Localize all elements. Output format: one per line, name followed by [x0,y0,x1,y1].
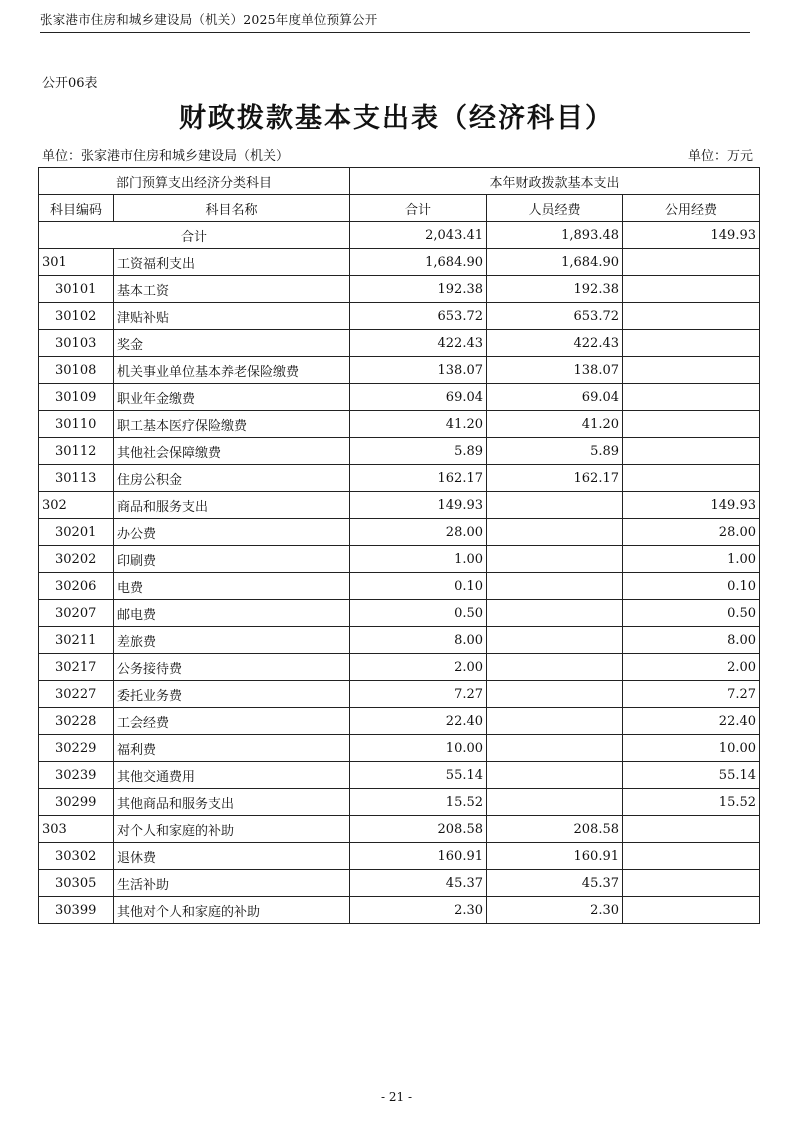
row-personnel [487,519,623,546]
row-personnel [487,627,623,654]
row-total: 653.72 [350,303,487,330]
row-code: 30112 [39,438,114,465]
row-public: 2.00 [623,654,760,681]
row-public: 0.50 [623,600,760,627]
table-row [39,276,760,303]
row-personnel: 138.07 [487,357,623,384]
row-name: 福利费 [114,735,350,762]
table-row [39,465,760,492]
row-name: 电费 [114,573,350,600]
row-personnel: 45.37 [487,870,623,897]
row-total: 45.37 [350,870,487,897]
row-name: 办公费 [114,519,350,546]
row-public: 0.10 [623,573,760,600]
row-total: 160.91 [350,843,487,870]
table-row [39,303,760,330]
total-row [39,222,760,249]
row-name: 退休费 [114,843,350,870]
total-label: 合计 [39,222,350,249]
row-code: 30302 [39,843,114,870]
table-row [39,519,760,546]
row-public: 149.93 [623,492,760,519]
row-code: 30109 [39,384,114,411]
table-row [39,411,760,438]
row-code: 301 [39,249,114,276]
row-name: 职工基本医疗保险缴费 [114,411,350,438]
header-column-row [39,195,760,222]
row-name: 其他交通费用 [114,762,350,789]
row-personnel [487,654,623,681]
table-row [39,870,760,897]
table-row [39,438,760,465]
row-name: 差旅费 [114,627,350,654]
row-personnel: 1,684.90 [487,249,623,276]
table-row [39,492,760,519]
page-title: 财政拨款基本支出表（经济科目） [179,103,614,134]
row-code: 302 [39,492,114,519]
row-personnel: 160.91 [487,843,623,870]
row-total: 22.40 [350,708,487,735]
row-public: 28.00 [623,519,760,546]
row-code: 30211 [39,627,114,654]
row-personnel: 2.30 [487,897,623,924]
budget-table [38,167,760,924]
row-total: 1,684.90 [350,249,487,276]
row-name: 生活补助 [114,870,350,897]
table-row [39,816,760,843]
row-total: 8.00 [350,627,487,654]
row-total: 5.89 [350,438,487,465]
row-total: 28.00 [350,519,487,546]
row-name: 其他社会保障缴费 [114,438,350,465]
row-public [623,465,760,492]
table-row [39,897,760,924]
row-name: 对个人和家庭的补助 [114,816,350,843]
row-personnel [487,600,623,627]
table-row [39,330,760,357]
row-total: 10.00 [350,735,487,762]
row-code: 30239 [39,762,114,789]
table-row [39,735,760,762]
row-code: 30108 [39,357,114,384]
total-amount: 2,043.41 [350,222,487,249]
row-personnel: 653.72 [487,303,623,330]
row-personnel: 41.20 [487,411,623,438]
row-total: 149.93 [350,492,487,519]
row-personnel: 5.89 [487,438,623,465]
row-name: 奖金 [114,330,350,357]
row-personnel [487,546,623,573]
row-total: 7.27 [350,681,487,708]
row-total: 55.14 [350,762,487,789]
table-row [39,681,760,708]
row-code: 30305 [39,870,114,897]
row-public [623,897,760,924]
row-personnel: 192.38 [487,276,623,303]
row-name: 机关事业单位基本养老保险缴费 [114,357,350,384]
row-code: 30110 [39,411,114,438]
row-public [623,411,760,438]
row-name: 津贴补贴 [114,303,350,330]
table-row [39,654,760,681]
row-code: 30207 [39,600,114,627]
row-code: 30201 [39,519,114,546]
row-public [623,357,760,384]
row-name: 委托业务费 [114,681,350,708]
row-total: 162.17 [350,465,487,492]
header-group-row [39,168,760,195]
row-personnel [487,708,623,735]
row-total: 2.00 [350,654,487,681]
row-public: 15.52 [623,789,760,816]
table-row [39,357,760,384]
row-name: 印刷费 [114,546,350,573]
row-code: 30229 [39,735,114,762]
running-header: 张家港市住房和城乡建设局（机关）2025年度单位预算公开 [40,10,750,33]
row-public [623,870,760,897]
row-public: 7.27 [623,681,760,708]
row-code: 303 [39,816,114,843]
table-number: 公开06表 [42,76,98,91]
row-name: 其他商品和服务支出 [114,789,350,816]
row-total: 2.30 [350,897,487,924]
row-public [623,330,760,357]
column-header-code: 科目编码 [39,195,114,222]
page-number: - 21 - [380,1090,412,1104]
table-row [39,573,760,600]
column-header-public: 公用经费 [623,195,760,222]
row-personnel [487,762,623,789]
row-name: 工会经费 [114,708,350,735]
group-header-classification: 部门预算支出经济分类科目 [39,168,350,195]
table-row [39,384,760,411]
row-code: 30113 [39,465,114,492]
table-row [39,762,760,789]
table-row [39,249,760,276]
row-public [623,303,760,330]
row-total: 0.50 [350,600,487,627]
row-public [623,843,760,870]
row-public: 22.40 [623,708,760,735]
row-code: 30206 [39,573,114,600]
table-row [39,600,760,627]
row-name: 其他对个人和家庭的补助 [114,897,350,924]
row-total: 15.52 [350,789,487,816]
unit-name: 单位：张家港市住房和城乡建设局（机关） [42,149,290,164]
row-public [623,249,760,276]
row-total: 208.58 [350,816,487,843]
row-name: 工资福利支出 [114,249,350,276]
row-personnel [487,492,623,519]
row-public: 55.14 [623,762,760,789]
row-public: 8.00 [623,627,760,654]
row-personnel [487,681,623,708]
currency-unit: 单位：万元 [687,149,753,164]
row-code: 30102 [39,303,114,330]
row-name: 邮电费 [114,600,350,627]
row-code: 30101 [39,276,114,303]
row-name: 职业年金缴费 [114,384,350,411]
row-total: 0.10 [350,573,487,600]
table-row [39,843,760,870]
row-public [623,276,760,303]
row-code: 30202 [39,546,114,573]
row-name: 基本工资 [114,276,350,303]
row-total: 422.43 [350,330,487,357]
row-public: 10.00 [623,735,760,762]
table-row [39,708,760,735]
row-code: 30228 [39,708,114,735]
row-total: 192.38 [350,276,487,303]
row-personnel: 162.17 [487,465,623,492]
row-personnel [487,735,623,762]
total-public: 149.93 [623,222,760,249]
row-personnel [487,789,623,816]
row-personnel: 69.04 [487,384,623,411]
row-code: 30227 [39,681,114,708]
column-header-personnel: 人员经费 [487,195,623,222]
column-header-name: 科目名称 [114,195,350,222]
row-personnel: 208.58 [487,816,623,843]
row-code: 30299 [39,789,114,816]
row-total: 69.04 [350,384,487,411]
row-name: 住房公积金 [114,465,350,492]
row-code: 30399 [39,897,114,924]
column-header-total: 合计 [350,195,487,222]
table-row [39,546,760,573]
group-header-expenditure: 本年财政拨款基本支出 [350,168,760,195]
row-public [623,816,760,843]
total-personnel: 1,893.48 [487,222,623,249]
row-total: 138.07 [350,357,487,384]
table-row [39,627,760,654]
row-public [623,384,760,411]
row-public [623,438,760,465]
row-personnel [487,573,623,600]
row-total: 41.20 [350,411,487,438]
row-personnel: 422.43 [487,330,623,357]
row-total: 1.00 [350,546,487,573]
row-name: 公务接待费 [114,654,350,681]
row-code: 30103 [39,330,114,357]
row-name: 商品和服务支出 [114,492,350,519]
row-public: 1.00 [623,546,760,573]
row-code: 30217 [39,654,114,681]
table-row [39,789,760,816]
